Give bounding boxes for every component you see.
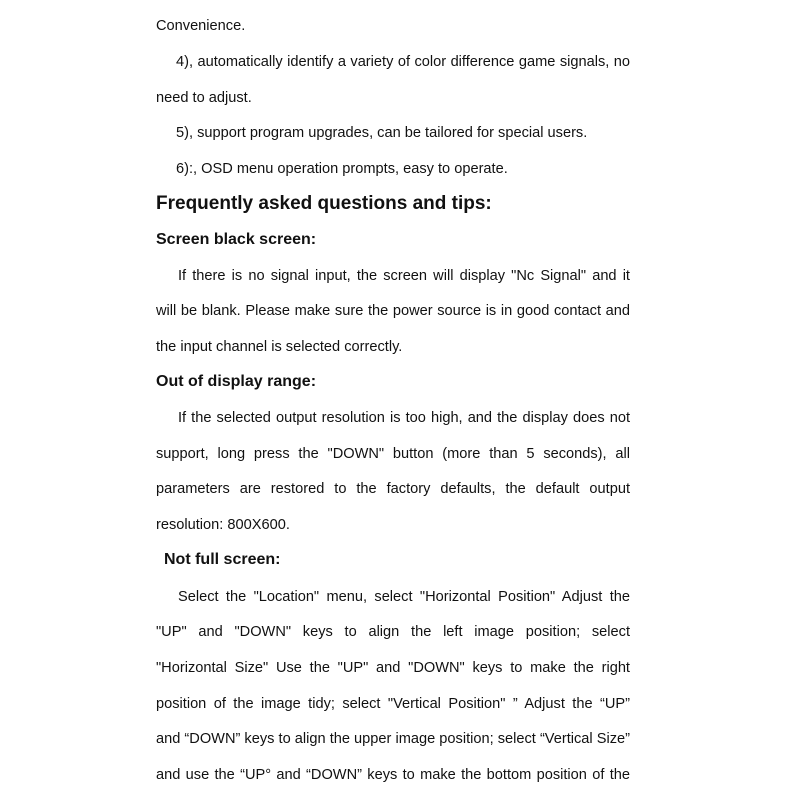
paragraph-line: Convenience. [156,18,246,34]
heading-out-of-range: Out of display range: [156,373,317,390]
feature-item-5: 5), support program upgrades, can be tailored for special users. [176,125,588,141]
black-screen-line: will be blank. Please make sure the power source is in good contact and [156,303,630,319]
feature-item-4-cont: need to adjust. [156,90,252,106]
faq-title: Frequently asked questions and tips: [156,193,492,214]
not-full-line: "Horizontal Size" Use the "UP" and "DOWN" keys to make the right [156,660,630,676]
out-of-range-line: If the selected output resolution is too high, and the display does not [178,410,630,426]
heading-not-full-screen: Not full screen: [164,551,281,568]
black-screen-line: If there is no signal input, the screen will display "Nc Signal" and it [178,268,630,284]
out-of-range-line: support, long press the "DOWN" button (more than 5 seconds), all [156,446,630,462]
not-full-line: "UP" and "DOWN" keys to align the left image position; select [156,624,630,640]
feature-item-4: 4), automatically identify a variety of color difference game signals, no [176,54,630,70]
not-full-line: Select the "Location" menu, select "Horizontal Position" Adjust the [178,589,630,605]
feature-item-6: 6):, OSD menu operation prompts, easy to operate. [176,161,508,177]
not-full-line: position of the image tidy; select "Vertical Position" ” Adjust the “UP” [156,696,630,712]
not-full-line: and use the “UP° and “DOWN” keys to make the bottom position of the [156,767,630,783]
out-of-range-line: resolution: 800X600. [156,517,290,533]
not-full-line: and “DOWN” keys to align the upper image position; select “Vertical Size” [156,731,630,747]
black-screen-line: the input channel is selected correctly. [156,339,403,355]
out-of-range-line: parameters are restored to the factory defaults, the default output [156,481,630,497]
heading-black-screen: Screen black screen: [156,231,317,248]
